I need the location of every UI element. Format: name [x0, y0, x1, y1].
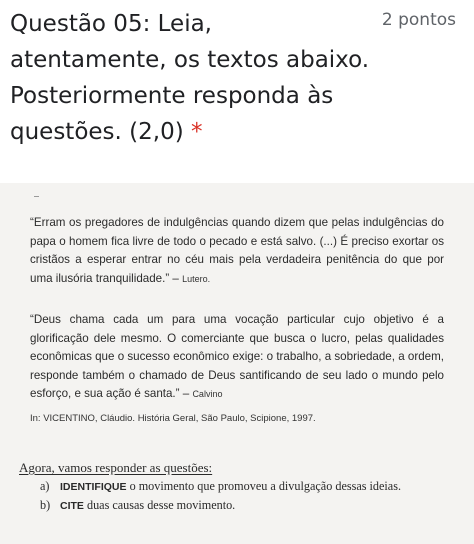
task-verb: IDENTIFIQUE: [60, 481, 127, 493]
quote-text: “Deus chama cada um para uma vocação particular cujo objetivo é a glorificação dele mesmo. O comerciante que busca o lucro, pelas qualidades econômicas que o sucesso econômico exige: o trabalho, a sobriedade, a ordem, responde também o chamado de Deus santificando de seu lado o mundo pelo esforço, e sua ação é santa.” –: [30, 313, 444, 400]
instructions-heading: Agora, vamos responder as questões:: [19, 460, 213, 475]
quote-text: “Erram os pregadores de indulgências quando dizem que pelas indulgências do papa o homem fica livre de todo o pecado e está salvo. (...) É preciso exortar os cristãos a esperar entrar no céu mais pela verdadeira penitência do que por uma ilusória tranquilidade.” –: [30, 216, 444, 285]
source-citation: In: VICENTINO, Cláudio. História Geral, São Paulo, Scipione, 1997.: [30, 413, 316, 424]
task-letter: b): [40, 498, 51, 512]
scan-artifact: [34, 196, 39, 197]
scanned-text-image: [0, 183, 474, 544]
task-text: o movimento que promoveu a divulgação dessas ideias.: [126, 479, 402, 493]
quote-lutero: [30, 214, 444, 288]
task-item: [40, 479, 401, 494]
task-verb: CITE: [60, 500, 84, 512]
required-asterisk: *: [191, 119, 203, 145]
points-label: 2 pontos: [381, 10, 456, 30]
quote-calvino: [30, 311, 444, 404]
task-letter: a): [40, 479, 50, 493]
question-title-text: Questão 05: Leia, atentamente, os textos abaixo. Posteriormente responda às questões. (2,0): [10, 11, 370, 145]
question-header: [10, 6, 464, 176]
question-title: [10, 6, 370, 150]
task-text: duas causas desse movimento.: [83, 498, 236, 512]
quote-author: Lutero.: [182, 273, 211, 284]
task-item: [40, 498, 235, 513]
quote-author: Calvino: [192, 389, 223, 399]
